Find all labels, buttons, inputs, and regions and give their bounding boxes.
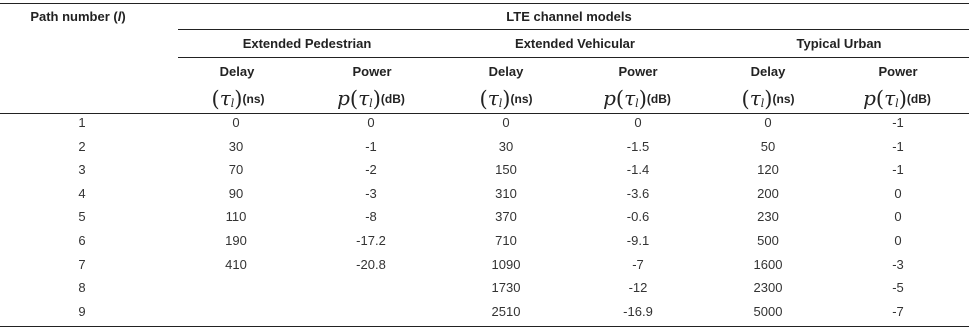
table-cell: 90 xyxy=(228,185,244,201)
unit-delay-tu: (τl)(ns) xyxy=(741,86,795,111)
row-path-number: 4 xyxy=(78,185,86,201)
sub-header-delay-ev: Delay xyxy=(488,64,524,79)
row-path-number: 6 xyxy=(78,233,86,248)
table-cell: 50 xyxy=(760,138,776,154)
table-cell: 0 xyxy=(764,115,772,130)
table-cell: 120 xyxy=(757,162,779,178)
table-cell: 1730 xyxy=(491,280,521,296)
table-cell: 410 xyxy=(225,256,247,272)
table-cell: -2 xyxy=(365,162,377,178)
table-cell: 500 xyxy=(757,233,779,248)
table-cell: 0 xyxy=(502,115,510,130)
model-names-rule xyxy=(178,57,969,58)
table-cell: -1 xyxy=(892,138,904,154)
sub-header-power-tu: Power xyxy=(878,64,918,79)
table-cell: -17.2 xyxy=(356,233,386,248)
unit-delay-ep: (τl)(ns) xyxy=(211,86,265,111)
table-cell: -1.5 xyxy=(626,138,650,154)
table-cell: 110 xyxy=(225,209,247,225)
table-cell: 0 xyxy=(894,233,902,248)
table-cell: -3.6 xyxy=(626,185,650,201)
row-path-number: 8 xyxy=(78,280,86,296)
table-cell: -12 xyxy=(628,280,648,296)
table-cell: -3 xyxy=(892,256,904,272)
unit-power-ev: p(τl)(dB) xyxy=(603,86,671,111)
table-cell: -0.6 xyxy=(626,209,650,225)
unit-power-ep: p(τl)(dB) xyxy=(337,86,405,111)
table-cell: -9.1 xyxy=(626,233,650,248)
table-cell: -8 xyxy=(365,209,377,225)
sub-header-delay-ep: Delay xyxy=(219,64,255,79)
row-path-number: 1 xyxy=(78,115,86,130)
table-cell: -16.9 xyxy=(623,303,653,319)
sub-header-power-ep: Power xyxy=(352,64,392,79)
unit-power-tu: p(τl)(dB) xyxy=(863,86,931,111)
table-cell: 200 xyxy=(757,185,779,201)
row-path-number: 2 xyxy=(78,138,86,154)
bottom-rule xyxy=(0,326,969,327)
unit-delay-ev: (τl)(ns) xyxy=(479,86,533,111)
table-cell: -1 xyxy=(892,115,904,130)
sub-header-power-ev: Power xyxy=(618,64,658,79)
col-header-lte-models: LTE channel models xyxy=(506,9,632,24)
row-path-number: 5 xyxy=(78,209,86,225)
table-cell: 310 xyxy=(495,185,517,201)
row-path-number: 7 xyxy=(78,256,86,272)
table-cell: 30 xyxy=(228,138,244,154)
table-cell: -5 xyxy=(892,280,904,296)
row-path-number: 3 xyxy=(78,162,86,178)
table-cell: -1 xyxy=(365,138,377,154)
table-cell: 0 xyxy=(367,115,375,130)
table-cell: 5000 xyxy=(753,303,783,319)
table-cell: 30 xyxy=(498,138,514,154)
sub-header-delay-tu: Delay xyxy=(750,64,786,79)
table-cell: -3 xyxy=(365,185,377,201)
table-cell: 230 xyxy=(757,209,779,225)
table-cell: 1090 xyxy=(491,256,521,272)
table-cell: 190 xyxy=(225,233,247,248)
row-path-number: 9 xyxy=(78,303,86,319)
model-typical-urban: Typical Urban xyxy=(796,36,882,51)
table-cell: -1 xyxy=(892,162,904,178)
table-cell: -20.8 xyxy=(356,256,386,272)
col-header-path-number: Path number (l) xyxy=(30,9,126,24)
top-rule xyxy=(0,3,969,4)
table-cell: 0 xyxy=(894,185,902,201)
table-cell: 70 xyxy=(228,162,244,178)
table-cell: -7 xyxy=(892,303,904,319)
table-cell: 2510 xyxy=(491,303,521,319)
table-cell: 2300 xyxy=(753,280,783,296)
table-cell: 0 xyxy=(232,115,240,130)
table-cell: -1.4 xyxy=(626,162,650,178)
table-cell: 0 xyxy=(634,115,642,130)
table-cell: 150 xyxy=(495,162,517,178)
model-extended-vehicular: Extended Vehicular xyxy=(515,36,635,51)
model-group-rule xyxy=(178,29,969,30)
table-cell: 0 xyxy=(894,209,902,225)
table-cell: 1600 xyxy=(753,256,783,272)
table-cell: 370 xyxy=(495,209,517,225)
table-cell: 710 xyxy=(495,233,517,248)
model-extended-pedestrian: Extended Pedestrian xyxy=(242,36,372,51)
table-cell: -7 xyxy=(632,256,644,272)
